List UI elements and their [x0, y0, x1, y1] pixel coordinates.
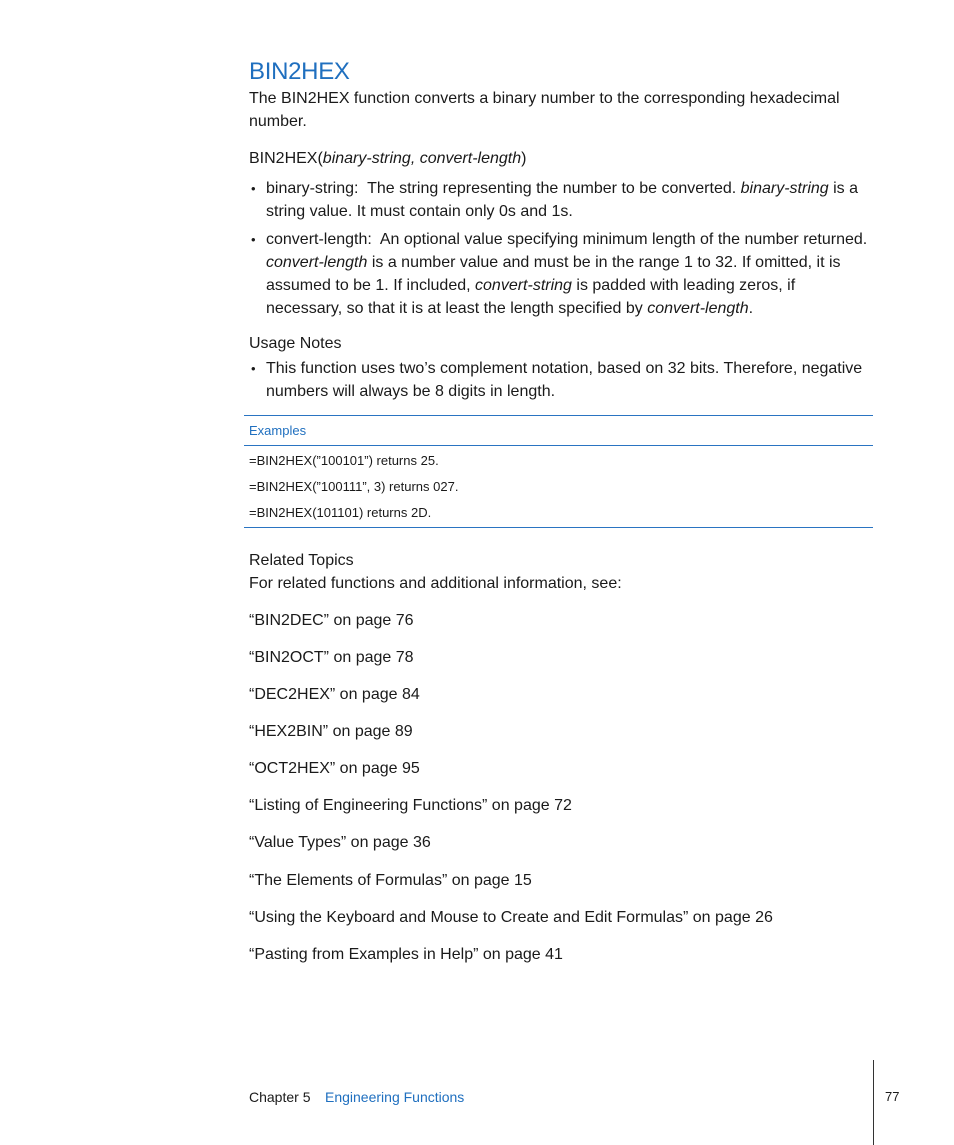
related-link-elements-of-formulas[interactable]: “The Elements of Formulas” on page 15 [249, 872, 532, 889]
page-number: 77 [885, 1089, 900, 1104]
syntax-function-name: BIN2HEX [249, 150, 318, 167]
related-link-bin2dec[interactable]: “BIN2DEC” on page 76 [249, 612, 414, 629]
page-title: BIN2HEX [249, 58, 350, 85]
syntax-close-paren: ) [521, 150, 527, 167]
footer-chapter-title[interactable]: Engineering Functions [325, 1089, 465, 1105]
example-row[interactable]: =BIN2HEX(101101) returns 2D. [249, 505, 432, 520]
usage-notes-list [249, 357, 871, 403]
usage-note-item: • This function uses two’s complement notation, based on 32 bits. Therefore, negative numbers will always be 8 digits in length. [249, 357, 871, 403]
argument-label: convert-length: [266, 231, 372, 248]
argument-italic-term: binary-string [740, 180, 829, 197]
syntax-line [249, 147, 869, 170]
related-link-value-types[interactable]: “Value Types” on page 36 [249, 834, 431, 851]
related-link-keyboard-and-mouse[interactable]: “Using the Keyboard and Mouse to Create and Edit Formulas” on page 26 [249, 909, 773, 926]
argument-list [249, 177, 871, 320]
argument-label: binary-string: [266, 180, 359, 197]
related-topics-intro: For related functions and additional information, see: [249, 575, 622, 592]
related-link-bin2oct[interactable]: “BIN2OCT” on page 78 [249, 649, 414, 666]
footer-divider [873, 1060, 874, 1145]
argument-text: The string representing the number to be converted. [367, 180, 741, 197]
argument-text: An optional value specifying minimum length of the number returned. [379, 231, 868, 248]
argument-item-convert-length [249, 228, 871, 320]
argument-text: is padded with leading zeros, if necessary, so that it is at least the length specified by [266, 277, 796, 317]
argument-item-binary-string [249, 177, 871, 223]
argument-italic-term: convert-string [475, 277, 572, 294]
example-row[interactable]: =BIN2HEX(”100111”, 3) returns 027. [249, 479, 459, 494]
argument-text: is a number value and must be in the range 1 to 32. If omitted, it is assumed to be 1. If included, [266, 254, 841, 294]
examples-heading: Examples [244, 416, 873, 446]
footer-chapter: Chapter 5 [249, 1089, 311, 1105]
related-link-engineering-functions[interactable]: “Listing of Engineering Functions” on page 72 [249, 797, 572, 814]
related-link-pasting-examples[interactable]: “Pasting from Examples in Help” on page 41 [249, 946, 563, 963]
usage-notes-heading: Usage Notes [249, 335, 342, 352]
related-link-hex2bin[interactable]: “HEX2BIN” on page 89 [249, 723, 413, 740]
syntax-arguments: binary-string, convert-length [322, 150, 522, 167]
argument-italic-term: convert-length [266, 254, 368, 271]
examples-table [244, 415, 873, 528]
example-row[interactable]: =BIN2HEX(”100101”) returns 25. [249, 453, 439, 468]
argument-text: is a string value. It must contain only 0s and 1s. [266, 180, 859, 220]
related-topics-heading: Related Topics [249, 552, 354, 569]
related-link-dec2hex[interactable]: “DEC2HEX” on page 84 [249, 686, 420, 703]
related-link-oct2hex[interactable]: “OCT2HEX” on page 95 [249, 760, 420, 777]
argument-text: . [748, 300, 754, 317]
argument-italic-term: convert-length [647, 300, 749, 317]
syntax-open-paren: ( [317, 150, 323, 167]
intro-paragraph: The BIN2HEX function converts a binary number to the corresponding hexadecimal number. [249, 90, 840, 130]
